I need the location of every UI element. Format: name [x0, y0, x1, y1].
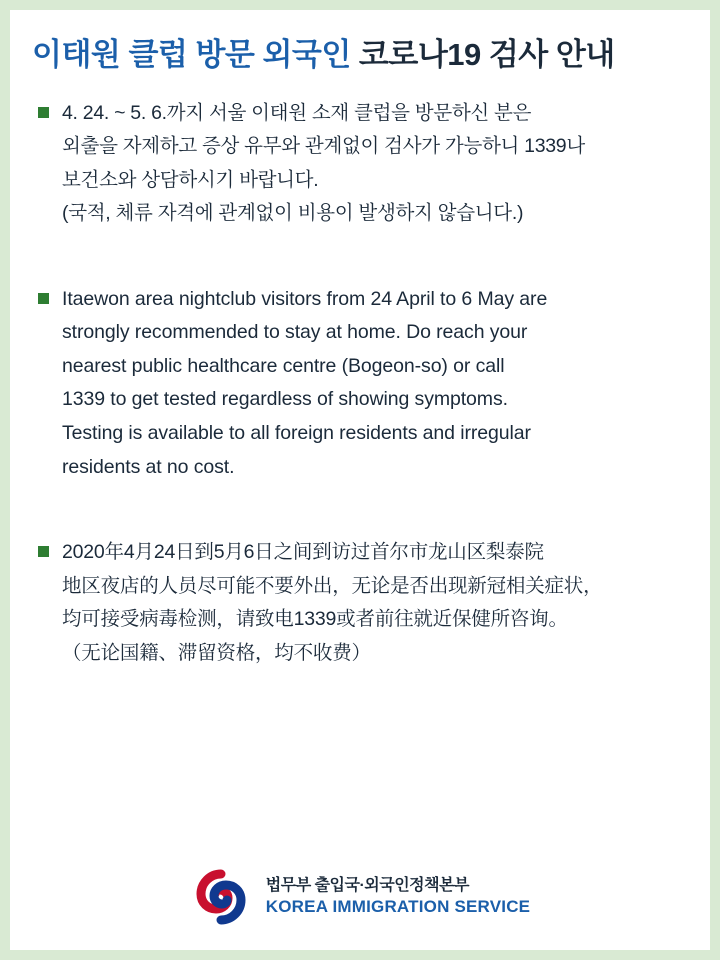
spacer — [36, 261, 684, 283]
notice-line: (국적, 체류 자격에 관계없이 비용이 발생하지 않습니다.) — [62, 202, 524, 225]
korea-government-symbol-icon — [190, 866, 252, 928]
notice-line: （无论国籍、滞留资格，均不收费） — [62, 641, 371, 664]
notice-line: 4. 24. ~ 5. 6.까지 서울 이태원 소재 클럽을 방문하신 분은 — [62, 101, 532, 124]
footer-agency-kr: 법무부 출입국·외국인정책본부 — [265, 877, 469, 895]
notice-line: 地区夜店的人员尽可能不要外出，无论是否出现新冠相关症状， — [62, 574, 603, 597]
notice-line: 보건소와 상담하시기 바랍니다. — [62, 168, 319, 191]
notice-line: strongly recommended to stay at home. Do reach your — [62, 321, 528, 344]
notice-line: Testing is available to all foreign residents and irregular — [62, 422, 531, 444]
square-bullet-icon — [38, 293, 49, 304]
notice-line: Itaewon area nightclub visitors from 24 April to 6 May are — [62, 287, 548, 310]
spacer — [36, 514, 684, 536]
page-title-rest: 코로나19 검사 안내 — [350, 37, 615, 72]
footer-agency-en: KOREA IMMIGRATION SERVICE — [265, 897, 531, 917]
notice-line: 외출을 자제하고 증상 유무와 관계없이 검사가 가능하니 1339나 — [62, 135, 585, 158]
body-area — [10, 75, 710, 670]
page-title — [10, 36, 710, 75]
square-bullet-icon — [38, 107, 49, 118]
footer — [10, 866, 710, 928]
notice-line: 1339 to get tested regardless of showing symptoms. — [62, 388, 508, 411]
square-bullet-icon — [38, 546, 49, 557]
notice-line: 均可接受病毒检测，请致电1339或者前往就近保健所咨询。 — [62, 608, 568, 631]
notice-block-korean — [36, 97, 684, 231]
notice-line: residents at no cost. — [62, 455, 235, 478]
notice-line: nearest public healthcare centre (Bogeon-so) or call — [62, 354, 505, 377]
notice-line: 2020年4月24日到5月6日之间到访过首尔市龙山区梨泰院 — [62, 541, 544, 564]
footer-texts — [266, 876, 530, 918]
notice-block-english — [36, 283, 684, 484]
page-title-highlight: 이태원 클럽 방문 외국인 — [32, 37, 351, 72]
notice-block-chinese — [36, 536, 684, 670]
